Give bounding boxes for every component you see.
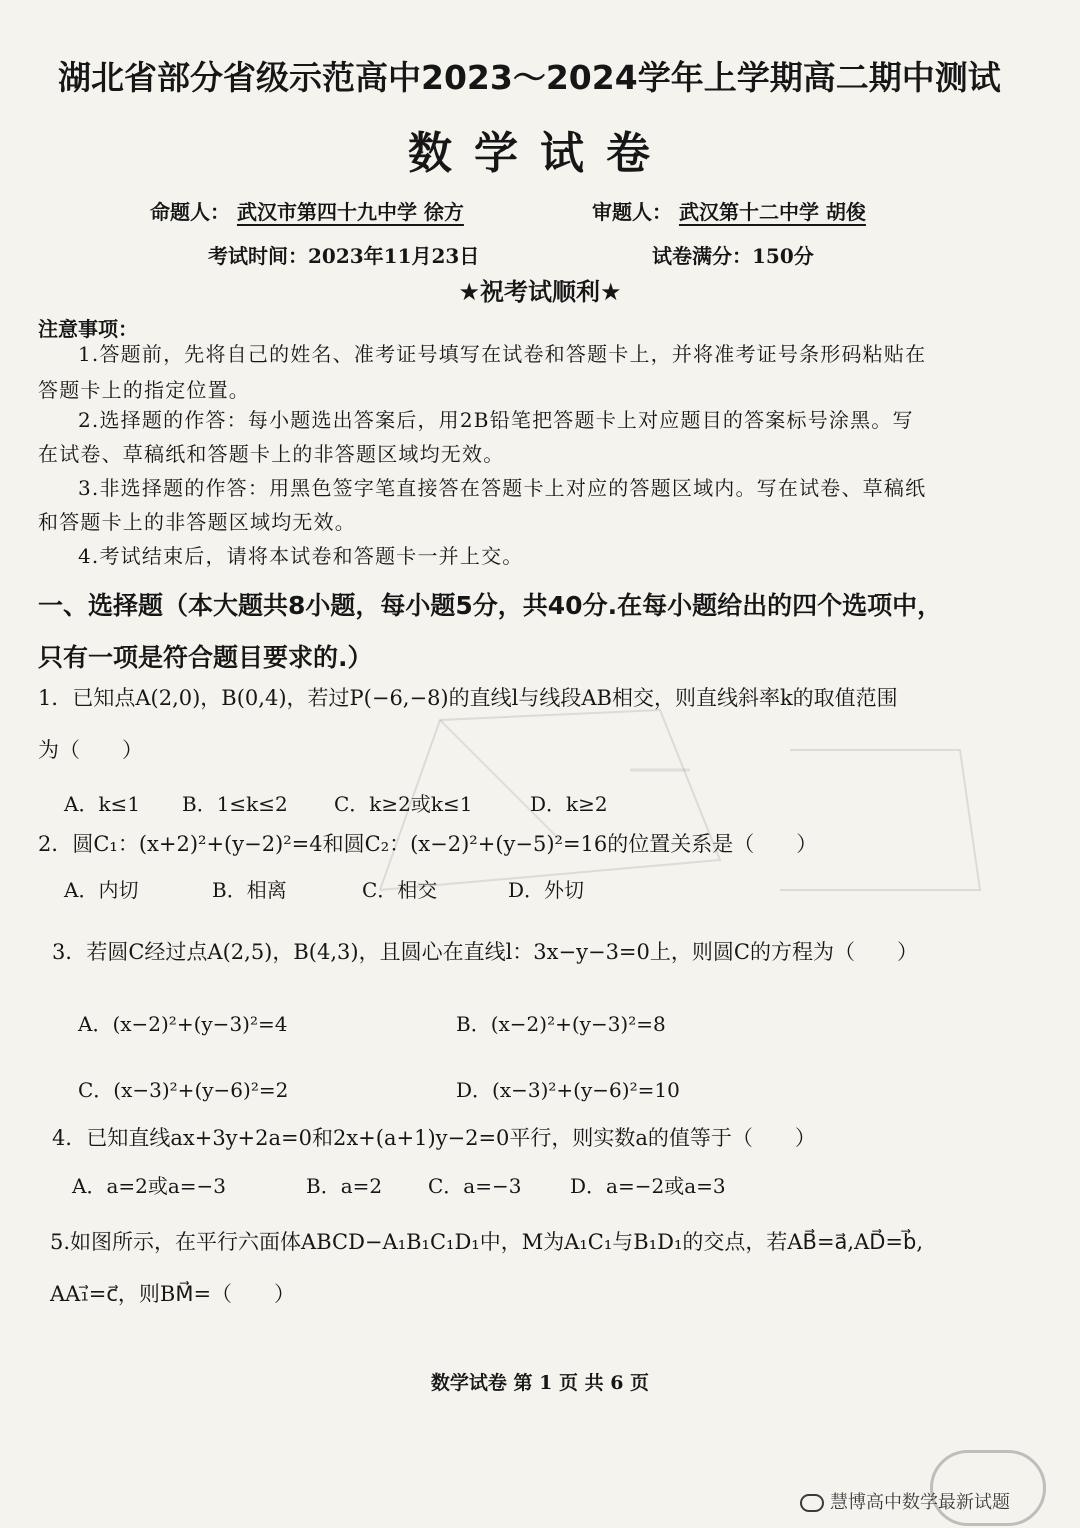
question-4-option-d: D．a=−2或a=3	[570, 1174, 726, 1198]
question-4-option-c: C．a=−3	[428, 1174, 522, 1198]
setter-label: 命题人：	[150, 200, 230, 224]
watermark-label: 慧博高中数学最新试题	[830, 1492, 1010, 1513]
question-3-option-d: D．(x−3)²+(y−6)²=10	[456, 1078, 680, 1102]
question-4-stem: 4．已知直线ax+3y+2a=0和2x+(a+1)y−2=0平行，则实数a的值等于（ ）	[52, 1126, 816, 1150]
question-3-option-a: A．(x−2)²+(y−3)²=4	[78, 1012, 288, 1036]
question-1-option-c: C．k≥2或k≤1	[334, 792, 473, 816]
question-2-stem: 2．圆C₁：(x+2)²+(y−2)²=4和圆C₂：(x−2)²+(y−5)²=16的位置关系是（ ）	[38, 832, 818, 856]
question-2-option-c: C．相交	[362, 878, 438, 902]
note-2a: 2.选择题的作答：每小题选出答案后，用2B铅笔把答题卡上对应题目的答案标号涂黑。写	[78, 408, 914, 432]
exam-title: 湖北省部分省级示范高中2023～2024学年上学期高二期中测试	[58, 58, 1001, 97]
question-1-option-a: A．k≤1	[64, 792, 141, 816]
note-4: 4.考试结束后，请将本试卷和答题卡一并上交。	[78, 544, 524, 568]
reviewer-label: 审题人：	[592, 200, 672, 224]
question-5-stem: 5.如图所示，在平行六面体ABCD−A₁B₁C₁D₁中，M为A₁C₁与B₁D₁的交点，若AB⃗=a⃗,AD⃗=b⃗,	[50, 1230, 924, 1254]
full-score: 试卷满分：150分	[652, 244, 814, 268]
notes-heading: 注意事项：	[38, 317, 138, 341]
section-heading-line1: 一、选择题（本大题共8小题，每小题5分，共40分.在每小题给出的四个选项中，	[38, 591, 943, 620]
subject-title: 数学试卷	[408, 128, 672, 179]
question-3-option-c: C．(x−3)²+(y−6)²=2	[78, 1078, 289, 1102]
note-1b: 答题卡上的指定位置。	[38, 378, 250, 402]
setter-name: 武汉市第四十九中学 徐方	[236, 200, 464, 224]
reviewer-name: 武汉第十二中学 胡俊	[678, 200, 866, 224]
watermark-text	[800, 1488, 1010, 1514]
note-3b: 和答题卡上的非答题区域均无效。	[38, 510, 356, 534]
question-3-stem: 3．若圆C经过点A(2,5)，B(4,3)，且圆心在直线l：3x−y−3=0上，则圆C的方程为（ ）	[52, 940, 918, 964]
page-footer: 数学试卷 第 1 页 共 6 页	[430, 1372, 650, 1394]
question-3-option-b: B．(x−2)²+(y−3)²=8	[456, 1012, 666, 1036]
reviewer-line	[592, 196, 866, 225]
question-1-stem: 1．已知点A(2,0)，B(0,4)，若过P(−6,−8)的直线l与线段AB相交，则直线斜率k的取值范围	[38, 686, 898, 710]
question-5-stem-cont: AA₁⃗=c⃗，则BM⃗=（ ）	[50, 1282, 296, 1306]
question-1-option-d: D．k≥2	[530, 792, 608, 816]
setter-line	[150, 196, 464, 225]
good-luck-banner: ★祝考试顺利★	[458, 278, 622, 306]
wechat-icon	[800, 1494, 824, 1512]
question-2-option-b: B．相离	[212, 878, 287, 902]
note-3a: 3.非选择题的作答：用黑色签字笔直接答在答题卡上对应的答题区域内。写在试卷、草稿纸	[78, 476, 927, 500]
question-2-option-d: D．外切	[508, 878, 585, 902]
question-4-option-b: B．a=2	[306, 1174, 383, 1198]
question-1-option-b: B．1≤k≤2	[182, 792, 288, 816]
note-1a: 1.答题前，先将自己的姓名、准考证号填写在试卷和答题卡上，并将准考证号条形码粘贴在	[78, 342, 927, 366]
question-4-option-a: A．a=2或a=−3	[72, 1174, 227, 1198]
section-heading-line2: 只有一项是符合题目要求的.）	[38, 643, 373, 672]
exam-time: 考试时间：2023年11月23日	[208, 244, 480, 268]
note-2b: 在试卷、草稿纸和答题卡上的非答题区域均无效。	[38, 442, 505, 466]
section-heading	[38, 580, 1048, 684]
question-2-option-a: A．内切	[64, 878, 139, 902]
question-1-stem-cont: 为（ ）	[38, 738, 143, 762]
